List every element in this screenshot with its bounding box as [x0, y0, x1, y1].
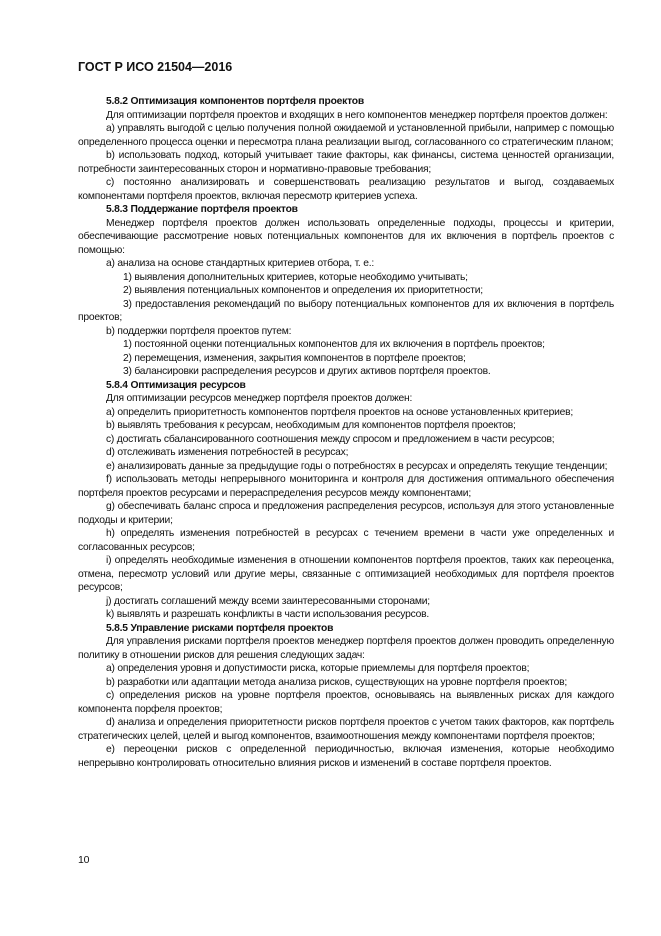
paragraph: Для управления рисками портфеля проектов менеджер портфеля проектов должен проводить определенную политику в отношении рисков для решения следующих задач:	[78, 636, 614, 661]
list-item: f) использовать методы непрерывного мониторинга и контроля для достижения оптимального обеспечения портфеля проектов ресурсами и перераспределения ресурсов между компонентами;	[78, 474, 614, 499]
list-item: a) анализа на основе стандартных критериев отбора, т. е.:	[106, 258, 375, 269]
paragraph: 3) предоставления рекомендаций по выбору потенциальных компонентов для их включения в портфель проектов;	[78, 298, 614, 323]
list-item: c) постоянно анализировать и совершенствовать реализацию результатов и выгод, создаваемых компонентами портфеля проектов, включая пересмотр критериев успеха.	[78, 177, 614, 202]
list-item: a) управлять выгодой с целью получения полной ожидаемой и установленной прибыли, например с помощью определенного процесса оценки и пересмотра плана реализации выгод, согласованного со стратегическим планом;	[78, 123, 614, 148]
section-heading: 5.8.4 Оптимизация ресурсов	[106, 379, 246, 391]
list-item: d) анализа и определения приоритетности рисков портфеля проектов с учетом таких факторов, как портфель стратегических целей, целей и выгод компонентов, взаимоотношения между компонентами портфеля проектов;	[78, 717, 614, 742]
paragraph: Для оптимизации портфеля проектов и входящих в него компонентов менеджер портфеля проектов должен:	[106, 109, 608, 121]
sub-list-item: 3) балансировки распределения ресурсов и других активов портфеля проектов.	[123, 366, 491, 377]
document-body	[78, 95, 614, 770]
sub-list-item: 2) выявления потенциальных компонентов и определения их приоритетности;	[123, 285, 483, 296]
list-item: b) выявлять требования к ресурсам, необходимым для компонентов портфеля проектов;	[106, 420, 516, 431]
list-item: i) определять необходимые изменения в отношении компонентов портфеля проектов, таких как переоценка, отмена, пересмотр условий или другие меры, связанные с оптимизацией необходимых для портфеля проектов ресурсов;	[78, 555, 614, 593]
page-number: 10	[78, 854, 90, 866]
list-item: a) определения уровня и допустимости риска, которые приемлемы для портфеля проектов;	[106, 663, 530, 674]
list-item: b) поддержки портфеля проектов путем:	[106, 325, 292, 337]
paragraph: Менеджер портфеля проектов должен использовать определенные подходы, процессы и критерии, обеспечивающие рассмотрение новых потенциальных компонентов для их включения в портфель проектов с помощью:	[78, 217, 614, 256]
list-item: k) выявлять и разрешать конфликты в части использования ресурсов.	[106, 609, 430, 620]
list-item: c) определения рисков на уровне портфеля проектов, основываясь на выявленных рисках для каждого компонента порфеля проектов;	[78, 690, 614, 715]
sub-list-item: 1) выявления дополнительных критериев, которые необходимо учитывать;	[123, 271, 468, 283]
section-heading: 5.8.2 Оптимизация компонентов портфеля проектов	[106, 96, 364, 107]
page-header: ГОСТ Р ИСО 21504—2016	[78, 60, 233, 74]
list-item: b) использовать подход, который учитывает такие факторы, как финансы, система ценностей организации, потребности заинтересованных сторон и нормативно-правовые требования;	[78, 150, 614, 175]
list-item: c) достигать сбалансированного соотношения между спросом и предложением в части ресурсов;	[106, 433, 555, 445]
sub-list-item: 1) постоянной оценки потенциальных компонентов для их включения в портфель проектов;	[123, 339, 545, 350]
list-item: e) анализировать данные за предыдущие годы о потребностях в ресурсах и определять текущие тенденции;	[106, 460, 608, 472]
section-heading: 5.8.5 Управление рисками портфеля проектов	[106, 622, 334, 634]
list-item: a) определить приоритетность компонентов портфеля проектов на основе установленных критериев;	[106, 406, 574, 418]
list-item: h) определять изменения потребностей в ресурсах с течением времени в части уже определенных и согласованных ресурсов;	[78, 528, 614, 553]
sub-list-item: 2) перемещения, изменения, закрытия компонентов в портфеле проектов;	[123, 352, 466, 364]
list-item: j) достигать соглашений между всеми заинтересованными сторонами;	[106, 595, 430, 607]
paragraph: Для оптимизации ресурсов менеджер портфеля проектов должен:	[106, 393, 413, 404]
list-item: g) обеспечивать баланс спроса и предложения распределения ресурсов, используя для этого установленные подходы и критерии;	[78, 501, 614, 526]
section-heading: 5.8.3 Поддержание портфеля проектов	[106, 204, 298, 215]
list-item: b) разработки или адаптации метода анализа рисков, существующих на уровне портфеля проектов;	[106, 676, 568, 688]
list-item: d) отслеживать изменения потребностей в ресурсах;	[106, 447, 349, 458]
list-item: e) переоценки рисков с определенной периодичностью, включая изменения, которые необходимо непрерывно контролировать относительно влияния рисков и изменений в составе портфеля проектов.	[78, 744, 614, 769]
